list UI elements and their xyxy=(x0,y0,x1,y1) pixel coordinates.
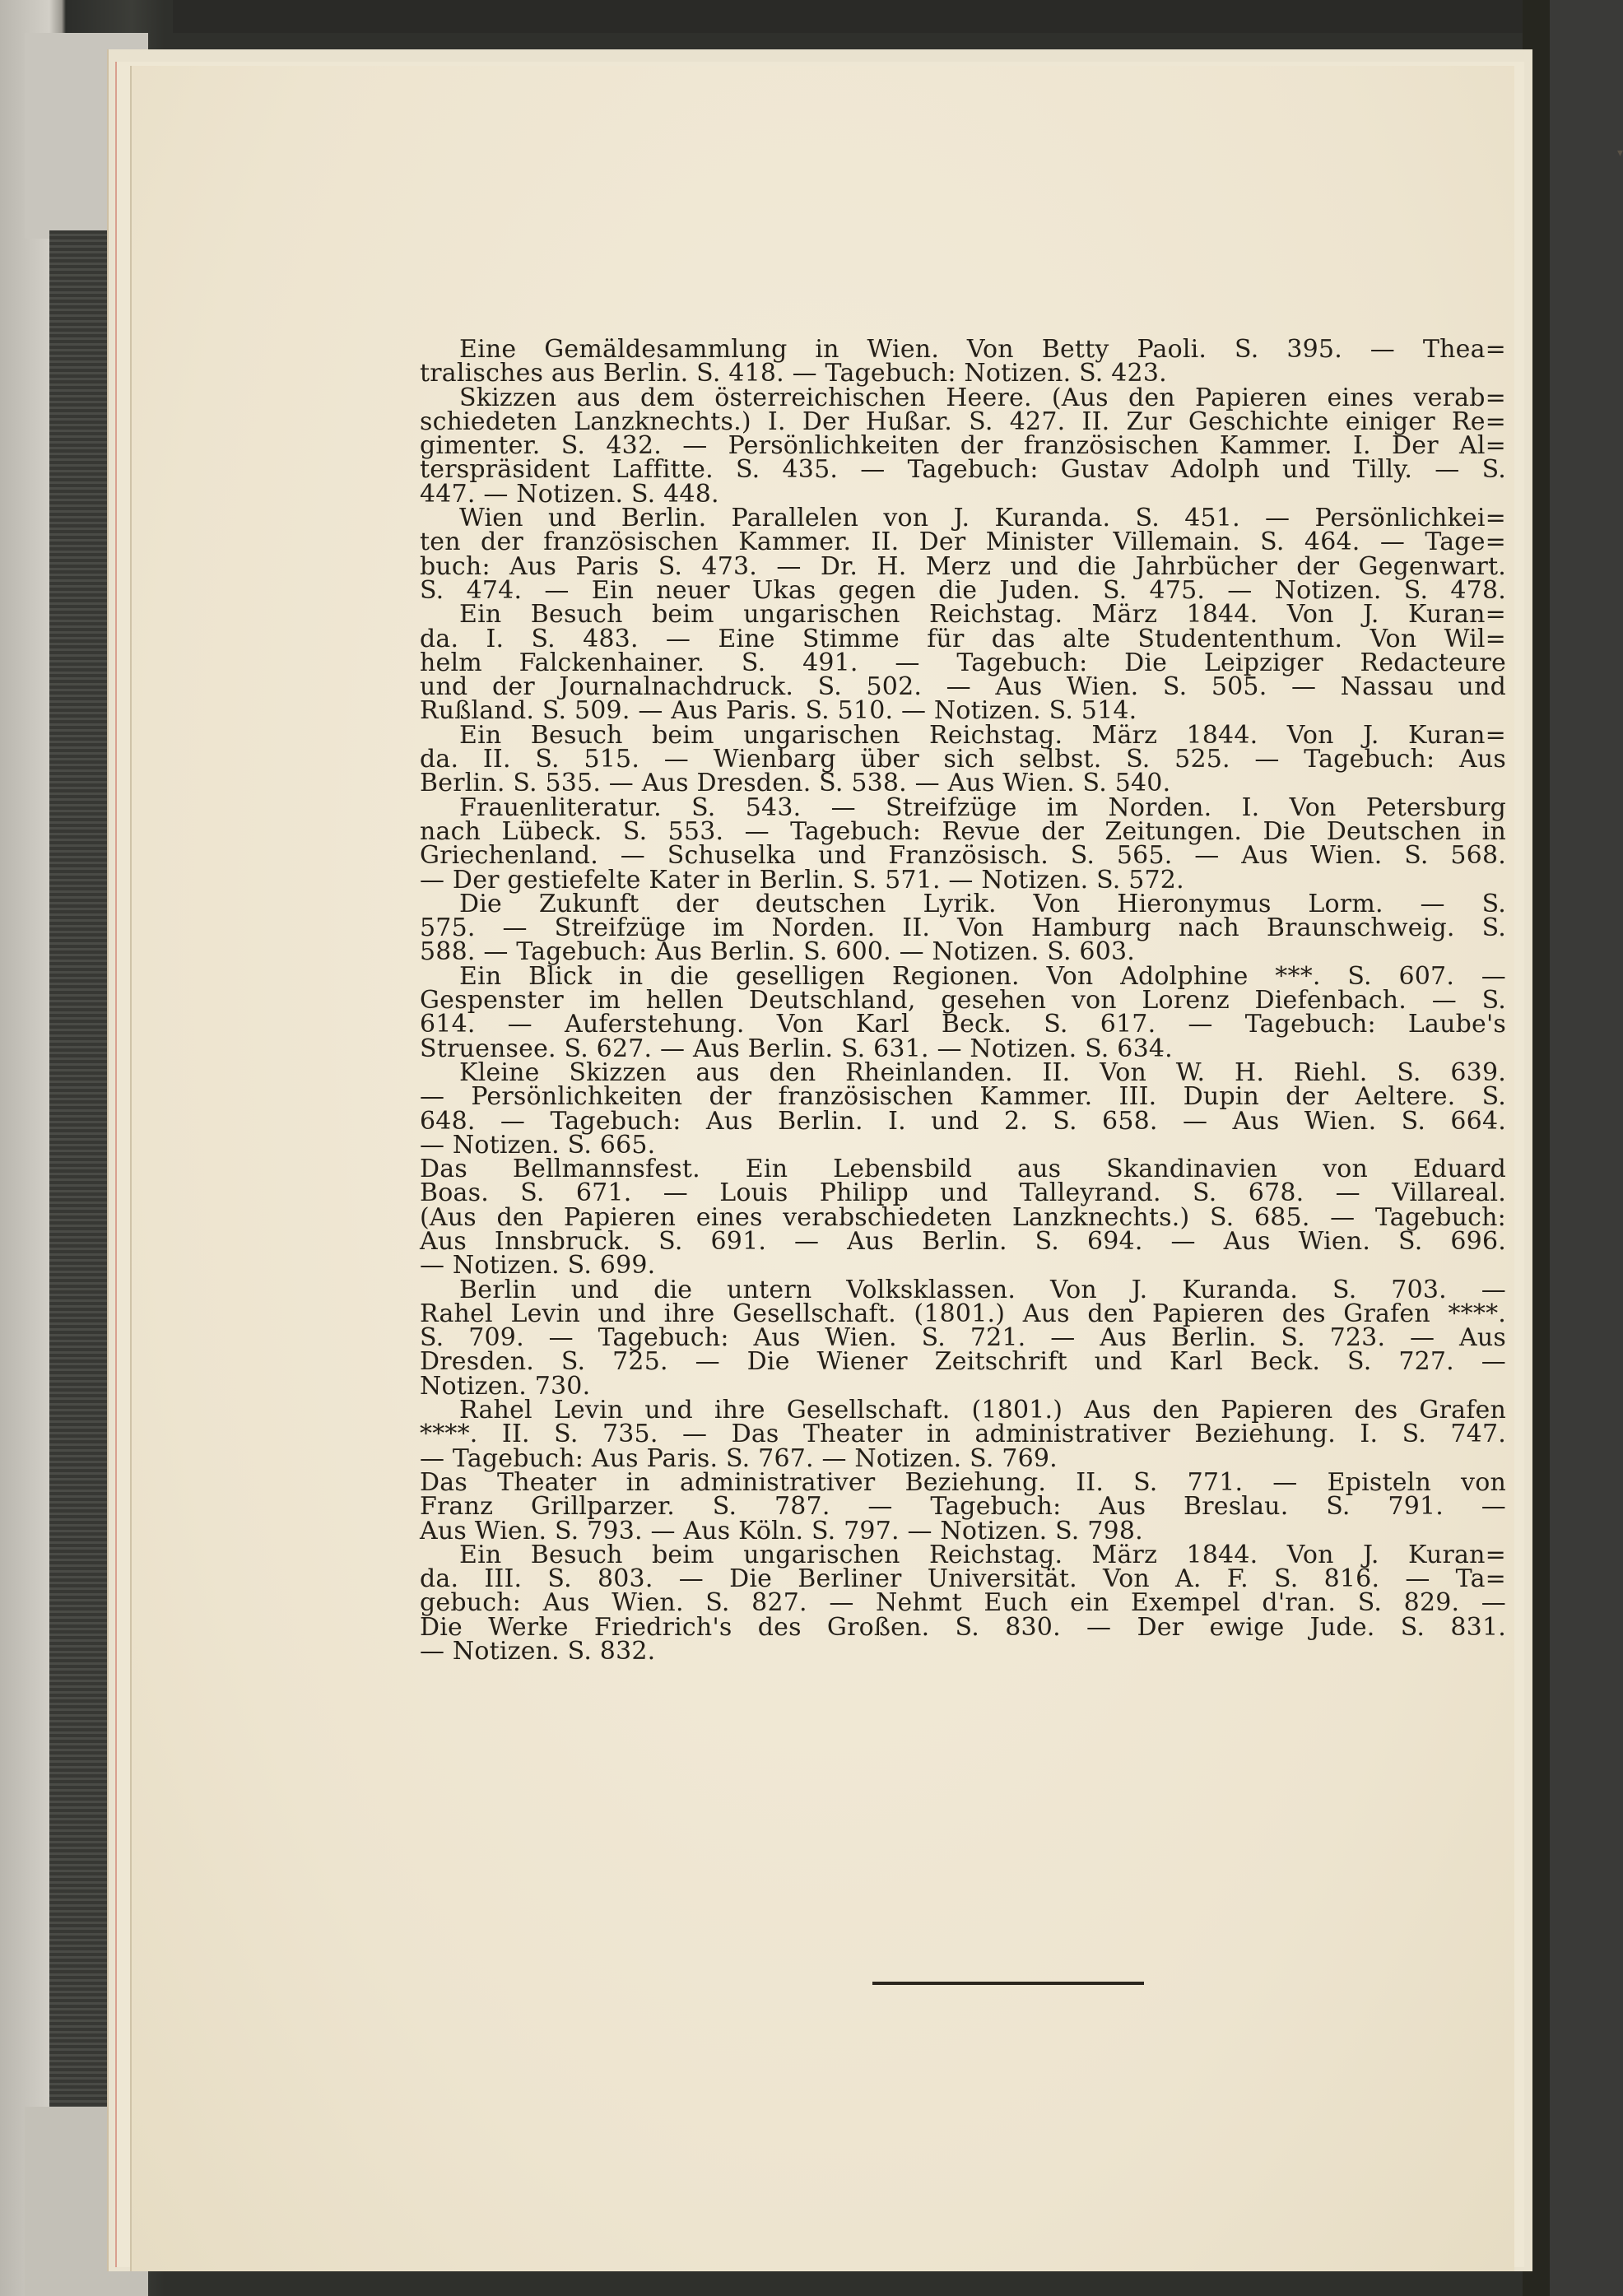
toc-line: — Der gestiefelte Kater in Berlin. S. 571. — Notizen. S. 572. xyxy=(420,865,1184,895)
toc-line: Aus Innsbruck. S. 691. — Aus Berlin. S. 694. — Aus Wien. S. 696. xyxy=(420,1226,1506,1256)
toc-line: helm Falckenhainer. S. 491. — Tagebuch: Die Leipziger Redacteure xyxy=(420,648,1506,677)
toc-line: Ein Besuch beim ungarischen Reichstag. März 1844. Von J. Kuran= xyxy=(459,1540,1506,1569)
toc-line: schiedeten Lanzknechts.) I. Der Hußar. S. 427. II. Zur Geschichte einiger Re= xyxy=(420,407,1506,436)
toc-line: Eine Gemäldesammlung in Wien. Von Betty Paoli. S. 395. — Thea= xyxy=(459,335,1506,364)
toc-line: — Notizen. S. 832. xyxy=(420,1637,656,1666)
toc-line: Wien und Berlin. Parallelen von J. Kuranda. S. 451. — Persönlichkei= xyxy=(459,504,1506,533)
toc-line: — Persönlichkeiten der französischen Kammer. III. Dupin der Aeltere. S. xyxy=(420,1082,1506,1112)
toc-line: und der Journalnachdruck. S. 502. — Aus Wien. S. 505. — Nassau und xyxy=(420,672,1506,702)
toc-line: Ein Blick in die geselligen Regionen. Von Adolphine ***. S. 607. — xyxy=(459,961,1506,991)
toc-line: Franz Grillparzer. S. 787. — Tagebuch: Aus Breslau. S. 791. — xyxy=(420,1492,1506,1522)
toc-line: Die Zukunft der deutschen Lyrik. Von Hieronymus Lorm. — S. xyxy=(459,889,1506,918)
toc-line: tralisches aus Berlin. S. 418. — Tagebuch: Notizen. S. 423. xyxy=(420,359,1167,388)
book-page xyxy=(132,66,1623,2271)
page-corner-mark: ▾ xyxy=(1617,146,1623,160)
toc-line: — Tagebuch: Aus Paris. S. 767. — Notizen. S. 769. xyxy=(420,1443,1058,1473)
closing-rule xyxy=(872,1982,1144,1985)
toc-line: Gespenster im hellen Deutschland, gesehen von Lorenz Diefenbach. — S. xyxy=(420,986,1506,1016)
toc-line: Die Werke Friedrich's des Großen. S. 830. — Der ewige Jude. S. 831. xyxy=(420,1612,1506,1642)
toc-line: Rahel Levin und ihre Gesellschaft. (1801.) Aus den Papieren des Grafen xyxy=(459,1396,1506,1425)
toc-line: da. III. S. 803. — Die Berliner Universität. Von A. F. S. 816. — Ta= xyxy=(420,1564,1506,1594)
table-of-contents xyxy=(420,335,1506,1666)
toc-line: 588. — Tagebuch: Aus Berlin. S. 600. — Notizen. S. 603. xyxy=(420,937,1136,967)
toc-line: Berlin und die untern Volksklassen. Von J. Kuranda. S. 703. — xyxy=(459,1275,1506,1304)
toc-line: Griechenland. — Schuselka und Französisch. S. 565. — Aus Wien. S. 568. xyxy=(420,841,1506,871)
toc-line: Das Bellmannsfest. Ein Lebensbild aus Skandinavien von Eduard xyxy=(420,1155,1506,1184)
toc-line: gimenter. S. 432. — Persönlichkeiten der französischen Kammer. I. Der Al= xyxy=(420,431,1506,461)
toc-line: Berlin. S. 535. — Aus Dresden. S. 538. — Aus Wien. S. 540. xyxy=(420,769,1171,798)
toc-line: Frauenliteratur. S. 543. — Streifzüge im Norden. I. Von Petersburg xyxy=(459,792,1506,822)
board-edge-top xyxy=(173,0,1550,33)
toc-line: S. 709. — Tagebuch: Aus Wien. S. 721. — Aus Berlin. S. 723. — Aus xyxy=(420,1323,1506,1353)
toc-line: Aus Wien. S. 793. — Aus Köln. S. 797. — Notizen. S. 798. xyxy=(420,1516,1143,1545)
toc-line: da. I. S. 483. — Eine Stimme für das alte Studententhum. Von Wil= xyxy=(420,624,1506,653)
toc-line: Kleine Skizzen aus den Rheinlanden. II. Von W. H. Riehl. S. 639. xyxy=(459,1057,1506,1087)
toc-line: Struensee. S. 627. — Aus Berlin. S. 631. — Notizen. S. 634. xyxy=(420,1034,1173,1063)
toc-line: 575. — Streifzüge im Norden. II. Von Hamburg nach Braunschweig. S. xyxy=(420,913,1506,943)
toc-line: terspräsident Laffitte. S. 435. — Tagebuch: Gustav Adolph und Tilly. — S. xyxy=(420,455,1506,485)
toc-line: da. II. S. 515. — Wienbarg über sich selbst. S. 525. — Tagebuch: Aus xyxy=(420,745,1506,774)
toc-line: 447. — Notizen. S. 448. xyxy=(420,479,719,509)
toc-line: gebuch: Aus Wien. S. 827. — Nehmt Euch ein Exempel d'ran. S. 829. — xyxy=(420,1588,1506,1618)
toc-line: Ein Besuch beim ungarischen Reichstag. März 1844. Von J. Kuran= xyxy=(459,600,1506,630)
toc-line: Boas. S. 671. — Louis Philipp und Talleyrand. S. 678. — Villareal. xyxy=(420,1178,1506,1208)
toc-line: Dresden. S. 725. — Die Wiener Zeitschrift und Karl Beck. S. 727. — xyxy=(420,1347,1506,1377)
toc-line: S. 474. — Ein neuer Ukas gegen die Juden. S. 475. — Notizen. S. 478. xyxy=(420,575,1506,605)
toc-line: nach Lübeck. S. 553. — Tagebuch: Revue der Zeitungen. Die Deutschen in xyxy=(420,816,1506,846)
toc-line: Notizen. 730. xyxy=(420,1371,591,1401)
toc-line: Skizzen aus dem österreichischen Heere. (Aus den Papieren eines verab= xyxy=(459,383,1506,412)
toc-line: 614. — Auferstehung. Von Karl Beck. S. 617. — Tagebuch: Laube's xyxy=(420,1010,1506,1039)
toc-line: Das Theater in administrativer Beziehung. II. S. 771. — Episteln von xyxy=(420,1467,1506,1497)
toc-line: — Notizen. S. 699. xyxy=(420,1251,656,1280)
toc-line: Rahel Levin und ihre Gesellschaft. (1801.) Aus den Papieren des Grafen ****. xyxy=(420,1299,1506,1328)
toc-line: ten der französischen Kammer. II. Der Minister Villemain. S. 464. — Tage= xyxy=(420,528,1506,557)
toc-line: (Aus den Papieren eines verabschiedeten Lanzknechts.) S. 685. — Tagebuch: xyxy=(420,1202,1506,1232)
toc-line: buch: Aus Paris S. 473. — Dr. H. Merz und die Jahrbücher der Gegenwart. xyxy=(420,551,1506,581)
toc-line: — Notizen. S. 665. xyxy=(420,1130,656,1160)
toc-line: ****. II. S. 735. — Das Theater in administrativer Beziehung. I. S. 747. xyxy=(420,1420,1506,1449)
toc-line: Ein Besuch beim ungarischen Reichstag. März 1844. Von J. Kuran= xyxy=(459,720,1506,750)
toc-line: Rußland. S. 509. — Aus Paris. S. 510. — Notizen. S. 514. xyxy=(420,696,1137,726)
toc-line: 648. — Tagebuch: Aus Berlin. I. und 2. S. 658. — Aus Wien. S. 664. xyxy=(420,1106,1506,1136)
